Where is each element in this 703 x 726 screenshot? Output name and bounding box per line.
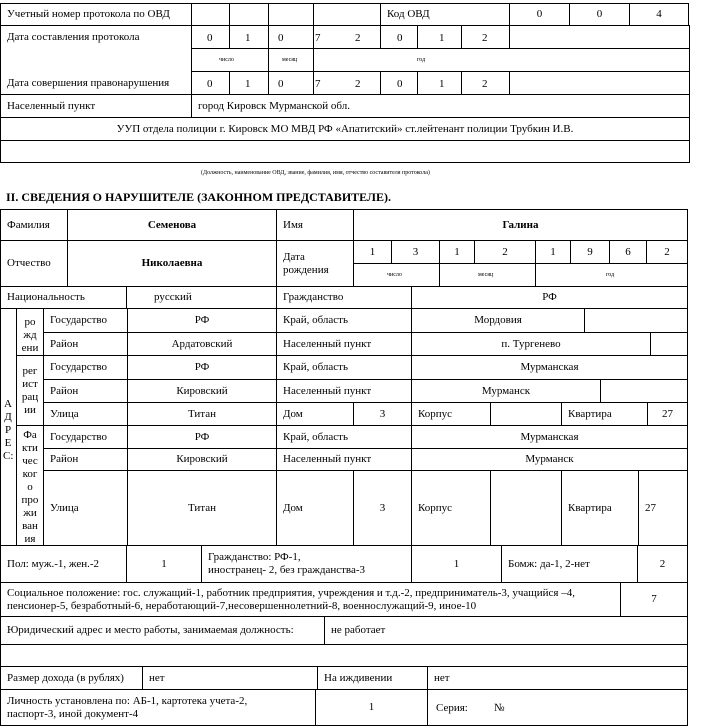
birth-region-value: Мордовия [411,308,585,333]
name-value: Галина [353,209,688,241]
work-extra-line [0,644,688,667]
actual-apartment-value: 27 [638,470,688,546]
birth-region-extra [584,308,688,333]
locality-value: город Кировск Мурманской обл. [191,94,690,118]
date-digit: 1 [245,78,251,90]
sex-value: 1 [126,545,202,583]
birth-region-label: Край, область [276,308,412,333]
birth-state-value: РФ [127,308,277,333]
identity-value: 1 [315,689,428,726]
actual-house-value: 3 [353,470,412,546]
dependents-label: На иждивении [317,666,428,690]
birth-settlement-value: п. Тургенево [411,332,651,356]
number-label: № [494,702,505,714]
locality-label: Населенный пункт [0,94,192,118]
reg-region-value: Мурманская [411,355,688,380]
nationality-label: Национальность [0,286,127,309]
reg-district-value: Кировский [127,379,277,403]
surname-value: Семенова [67,209,277,241]
actual-group-label: Фа кти чес ког о про жи ван ия [21,429,39,545]
actual-settlement-label: Населенный пункт [276,448,412,471]
officer-value: УУП отдела полиции г. Кировск МО МВД РФ «Апатитский» ст.лейтенант полиции Трубкин И.В. [0,117,690,141]
address-side-label: А Д Р Е С: [3,398,14,462]
date-digit: 0 [397,78,403,90]
social-label: Социальное положение: гос. служащий-1, работник предприятия, учреждения и т.д.-2, предприниматель-3, учащийся –4, пенсионер-5, безработный-6, неработающий-7,несовершеннолетний-8, военнослужащий-9, иное-10 [0,582,621,617]
date-digit: 0 [207,78,213,90]
date-digit: 0 [278,32,284,44]
birth-month-hint-cell [439,263,536,287]
ovd-code-digit: 0 [569,3,630,26]
date-digit: 2 [355,32,361,44]
birth-digit: 1 [353,240,392,264]
birth-digit: 1 [535,240,571,264]
birth-group-label: ро жд ени [21,316,39,354]
date-compiled-label: Дата составления протокола [7,31,140,43]
reg-house-label: Дом [276,402,354,426]
birth-digit: 2 [646,240,688,264]
surname-label: Фамилия [0,209,68,241]
reg-house-value: 3 [353,402,412,426]
birth-label-cell [276,240,354,287]
ovd-code-label: Код ОВД [380,3,510,26]
actual-apartment-label: Квартира [561,470,639,546]
homeless-label: Бомж: да-1, 2-нет [501,545,638,583]
reg-building-label: Корпус [411,402,491,426]
citizenship-code-value: 1 [411,545,502,583]
date-committed-label: Дата совершения правонарушения [7,77,170,89]
date-digit: 1 [245,32,251,44]
date-digit: 1 [439,32,445,44]
day-hint: число [219,57,234,63]
birth-day-hint-cell [353,263,440,287]
section-title: II. СВЕДЕНИЯ О НАРУШИТЕЛЕ (ЗАКОННОМ ПРЕДСТАВИТЕЛЕ). [6,190,391,204]
birth-district-label: Район [43,332,128,356]
actual-state-value: РФ [127,425,277,449]
reg-settlement-value: Мурманск [411,379,601,403]
reg-state-label: Государство [43,355,128,380]
reg-settlement-label: Населенный пункт [276,379,412,403]
date-digit: 0 [278,78,284,90]
reg-settlement-extra [600,379,688,403]
ovd-code-digit: 0 [509,3,570,26]
date-digit: 2 [482,78,488,90]
reg-street-label: Улица [43,402,128,426]
date-digit: 7 [315,32,321,44]
birth-settlement-extra [650,332,688,356]
series-label: Серия: [436,702,468,714]
name-label: Имя [276,209,354,241]
social-value: 7 [620,582,688,617]
day-hint: число [387,272,402,278]
income-value: нет [142,666,318,690]
ovd-number-label: Учетный номер протокола по ОВД [0,3,192,26]
nationality-value: русский [126,286,277,309]
ovd-number-box-1 [191,3,230,26]
birth-state-label: Государство [43,308,128,333]
date-digit: 0 [397,32,403,44]
year-hint: год [606,272,615,278]
actual-region-label: Край, область [276,425,412,449]
reg-group-label: рег ист рац ии [21,365,39,416]
actual-street-value: Титан [127,470,277,546]
month-hint: месяц [478,272,494,278]
birth-settlement-label: Населенный пункт [276,332,412,356]
reg-apartment-label: Квартира [561,402,648,426]
patronymic-label: Отчество [0,240,68,287]
birth-digit: 6 [609,240,647,264]
reg-street-value: Титан [127,402,277,426]
reg-apartment-value: 27 [647,402,688,426]
actual-settlement-value: Мурманск [411,448,688,471]
birth-district-value: Ардатовский [127,332,277,356]
officer-hint: (Должность, наименование ОВД, звание, фамилия, имя, отчество составителя протокола) [201,170,430,176]
date-digit: 2 [355,78,361,90]
birth-digit: 9 [570,240,610,264]
work-value: не работает [324,616,688,645]
birth-digit: 2 [474,240,536,264]
ovd-code-digit: 4 [629,3,689,26]
sex-label: Пол: муж.-1, жен.-2 [0,545,127,583]
date-digit: 2 [482,32,488,44]
actual-region-value: Мурманская [411,425,688,449]
year-hint: год [417,57,426,63]
actual-state-label: Государство [43,425,128,449]
dependents-value: нет [427,666,688,690]
work-label: Юридический адрес и место работы, занимаемая должность: [0,616,325,645]
reg-state-value: РФ [127,355,277,380]
homeless-value: 2 [637,545,688,583]
actual-district-value: Кировский [127,448,277,471]
identity-label: Личность установлена по: АБ-1, картотека учета-2, паспорт-3, иной документ-4 [0,689,316,726]
ovd-number-box-3 [268,3,314,26]
income-label: Размер дохода (в рублях) [0,666,143,690]
actual-street-label: Улица [43,470,128,546]
citizenship-label: Гражданство [276,286,412,309]
ovd-number-box-4 [313,3,381,26]
citizenship-code-label: Гражданство: РФ-1, иностранец- 2, без гражданства-3 [201,545,412,583]
date-digit: 0 [207,32,213,44]
ovd-number-box-2 [229,3,269,26]
date-digit: 1 [439,78,445,90]
month-hint: месяц [282,57,298,63]
birth-digit: 1 [439,240,475,264]
citizenship-value: РФ [411,286,688,309]
birth-year-hint-cell [535,263,688,287]
actual-building-label: Корпус [411,470,491,546]
officer-extra-line [0,140,690,163]
actual-district-label: Район [43,448,128,471]
reg-building-value [490,402,562,426]
patronymic-value: Николаевна [67,240,277,287]
date-digit: 7 [315,78,321,90]
actual-building-value [490,470,562,546]
birth-label: Дата рождения [283,250,329,276]
birth-digit: 3 [391,240,440,264]
actual-house-label: Дом [276,470,354,546]
reg-region-label: Край, область [276,355,412,380]
reg-district-label: Район [43,379,128,403]
